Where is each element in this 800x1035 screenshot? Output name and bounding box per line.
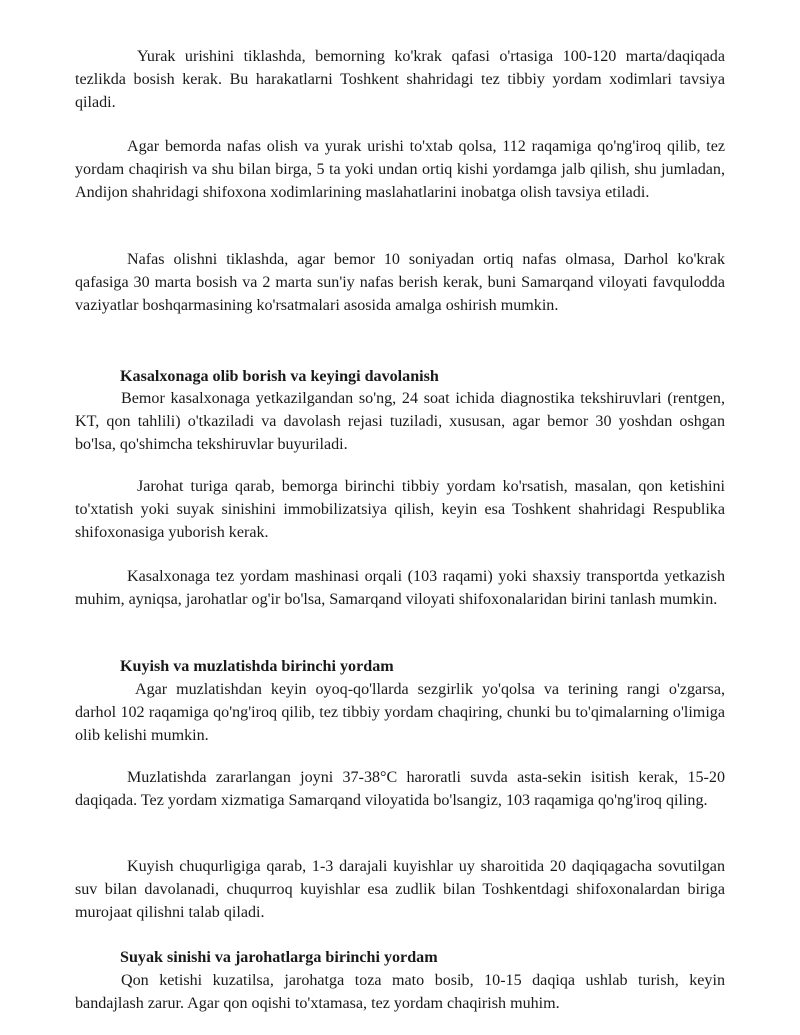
paragraph: Yurak urishini tiklashda, bemorning ko'krak qafasi o'rtasiga 100-120 marta/daqiqada tezlikda bosish kerak. Bu harakatlarni Toshkent shahridagi tez tibbiy yordam xodimlari tavsiya qiladi.: [75, 48, 725, 111]
paragraph: Agar muzlatishdan keyin oyoq-qo'llarda sezgirlik yo'qolsa va terining rangi o'zgarsa, darhol 102 raqamiga qo'ng'iroq qilib, tez tibbiy yordam chaqiring, chunki bu to'qimalarning o'limiga olib kelishi mumkin.: [75, 681, 725, 744]
section-heading: Kuyish va muzlatishda birinchi yordam: [120, 658, 394, 675]
section-heading: Kasalxonaga olib borish va keyingi davolanish: [120, 368, 439, 385]
paragraph: Jarohat turiga qarab, bemorga birinchi tibbiy yordam ko'rsatish, masalan, qon ketishini to'xtatish yoki suyak sinishini immobilizatsiya qilish, keyin esa Toshkent shahridagi Respublika shifoxonasiga yuborish kerak.: [75, 478, 725, 541]
paragraph: Qon ketishi kuzatilsa, jarohatga toza mato bosib, 10-15 daqiqa ushlab turish, keyin bandajlash zarur. Agar qon oqishi to'xtamasa, tez yordam chaqirish muhim.: [75, 972, 725, 1012]
paragraph: Nafas olishni tiklashda, agar bemor 10 soniyadan ortiq nafas olmasa, Darhol ko'krak qafasiga 30 marta bosish va 2 marta sun'iy nafas berish kerak, buni Samarqand viloyati favqulodda vaziyatlar boshqarmasining ko'rsatmalari asosida amalga oshirish mumkin.: [75, 251, 725, 314]
section-heading: Suyak sinishi va jarohatlarga birinchi yordam: [120, 949, 438, 966]
paragraph: Agar bemorda nafas olish va yurak urishi to'xtab qolsa, 112 raqamiga qo'ng'iroq qilib, tez yordam chaqirish va shu bilan birga, 5 ta yoki undan ortiq kishi yordamga jalb qilish, shu jumladan, Andijon shahridagi shifoxona xodimlarining maslahatlarini inobatga olish tavsiya etiladi.: [75, 138, 725, 201]
paragraph: Muzlatishda zararlangan joyni 37-38°C haroratli suvda asta-sekin isitish kerak, 15-20 daqiqada. Tez yordam xizmatiga Samarqand viloyatida bo'lsangiz, 103 raqamiga qo'ng'iroq qiling.: [75, 769, 725, 809]
paragraph: Kuyish chuqurligiga qarab, 1-3 darajali kuyishlar uy sharoitida 20 daqiqagacha sovutilgan suv bilan davolanadi, chuqurroq kuyishlar esa zudlik bilan Toshkentdagi shifoxonalardan biriga murojaat qilishni talab qiladi.: [75, 858, 725, 921]
paragraph: Kasalxonaga tez yordam mashinasi orqali (103 raqami) yoki shaxsiy transportda yetkazish muhim, ayniqsa, jarohatlar og'ir bo'lsa, Samarqand viloyati shifoxonalaridan birini tanlash mumkin.: [75, 568, 725, 608]
paragraph: Bemor kasalxonaga yetkazilgandan so'ng, 24 soat ichida diagnostika tekshiruvlari (rentgen, KT, qon tahlili) o'tkaziladi va davolash rejasi tuziladi, xususan, agar bemor 30 yoshdan oshgan bo'lsa, qo'shimcha tekshiruvlar buyuriladi.: [75, 390, 725, 453]
